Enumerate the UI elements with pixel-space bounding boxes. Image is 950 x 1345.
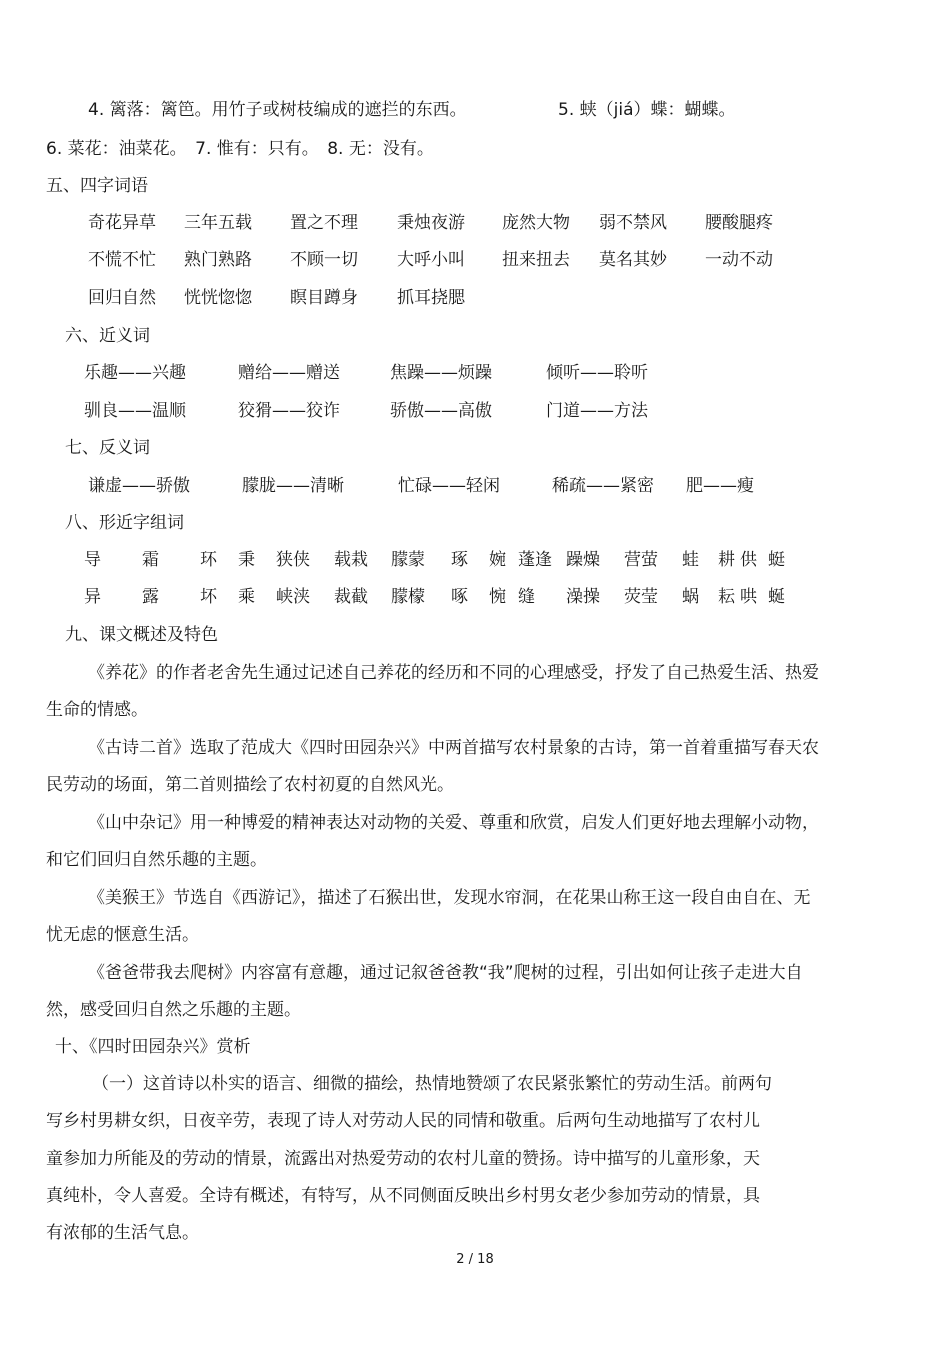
- synonym-pair: 狡猾——狡诈: [238, 401, 340, 421]
- character-item: 耘: [718, 587, 735, 607]
- character-item: 异: [84, 587, 101, 607]
- word-item: 一动不动: [705, 250, 773, 270]
- character-item: 缝: [518, 587, 535, 607]
- note-5: 5. 蛱（jiá）蝶：蝴蝶。: [558, 100, 736, 120]
- antonym-pair: 谦虚——骄傲: [88, 476, 190, 496]
- character-item: 哄: [740, 587, 757, 607]
- character-item: 坏: [200, 587, 217, 607]
- character-item: 霜: [142, 550, 159, 570]
- word-item: 置之不理: [290, 213, 358, 233]
- character-item: 荧莹: [624, 587, 658, 607]
- word-item: 三年五载: [184, 213, 252, 233]
- word-item: 弱不禁风: [599, 213, 667, 233]
- note-4: 4. 篱落：篱笆。用竹子或树枝编成的遮拦的东西。: [88, 100, 467, 120]
- character-item: 蜗: [682, 587, 699, 607]
- character-item: 婉: [489, 550, 506, 570]
- antonym-pair: 朦胧——清晰: [242, 476, 344, 496]
- section-6-heading: 六、近义词: [65, 326, 150, 346]
- synonym-pair: 骄傲——高傲: [390, 401, 492, 421]
- word-item: 瞑目蹲身: [290, 288, 358, 308]
- character-item: 露: [142, 587, 159, 607]
- synonym-pair: 驯良——温顺: [84, 401, 186, 421]
- summary-line: 生命的情感。: [46, 700, 148, 720]
- word-item: 恍恍惚惚: [184, 288, 252, 308]
- word-item: 熟门熟路: [184, 250, 252, 270]
- character-item: 惋: [489, 587, 506, 607]
- antonym-pair: 肥——瘦: [686, 476, 754, 496]
- word-item: 抓耳挠腮: [397, 288, 465, 308]
- character-item: 蜒: [768, 587, 785, 607]
- character-item: 澡操: [566, 587, 600, 607]
- appreciation-line: （一）这首诗以朴实的语言、细微的描绘，热情地赞颂了农民紧张繁忙的劳动生活。前两句: [92, 1074, 772, 1094]
- character-item: 啄: [451, 587, 468, 607]
- summary-line: 《养花》的作者老舍先生通过记述自己养花的经历和不同的心理感受，抒发了自己热爱生活、热爱: [88, 663, 819, 683]
- synonym-pair: 焦躁——烦躁: [390, 363, 492, 383]
- section-8-heading: 八、形近字组词: [65, 513, 184, 533]
- word-item: 回归自然: [88, 288, 156, 308]
- summary-line: 民劳动的场面，第二首则描绘了农村初夏的自然风光。: [46, 775, 454, 795]
- word-item: 庞然大物: [502, 213, 570, 233]
- section-9-heading: 九、课文概述及特色: [65, 625, 218, 645]
- summary-line: 和它们回归自然乐趣的主题。: [46, 850, 267, 870]
- summary-line: 忧无虑的惬意生活。: [46, 925, 199, 945]
- character-item: 蛙: [682, 550, 699, 570]
- synonym-pair: 门道——方法: [546, 401, 648, 421]
- summary-line: 《爸爸带我去爬树》内容富有意趣，通过记叙爸爸教“我”爬树的过程，引出如何让孩子走进大自: [88, 963, 803, 983]
- word-item: 不慌不忙: [88, 250, 156, 270]
- section-10-heading: 十、《四时田园杂兴》赏析: [55, 1037, 251, 1057]
- section-5-heading: 五、四字词语: [46, 176, 148, 196]
- character-item: 秉: [238, 550, 255, 570]
- antonym-pair: 忙碌——轻闲: [398, 476, 500, 496]
- summary-line: 《古诗二首》选取了范成大《四时田园杂兴》中两首描写农村景象的古诗，第一首着重描写春天农: [88, 738, 819, 758]
- page-number: 2 / 18: [456, 1252, 494, 1267]
- character-item: 乘: [238, 587, 255, 607]
- summary-line: 然，感受回归自然之乐趣的主题。: [46, 1000, 301, 1020]
- character-item: 导: [84, 550, 101, 570]
- synonym-pair: 乐趣——兴趣: [84, 363, 186, 383]
- character-item: 峡浃: [276, 587, 310, 607]
- word-item: 腰酸腿疼: [705, 213, 773, 233]
- character-item: 蜓: [768, 550, 785, 570]
- appreciation-line: 真纯朴，令人喜爱。全诗有概述，有特写，从不同侧面反映出乡村男女老少参加劳动的情景，具: [46, 1186, 760, 1206]
- character-item: 蓬逢: [518, 550, 552, 570]
- summary-line: 《美猴王》节选自《西游记》，描述了石猴出世，发现水帘洞，在花果山称王这一段自由自在、无: [88, 888, 811, 908]
- appreciation-line: 有浓郁的生活气息。: [46, 1223, 199, 1243]
- character-item: 供: [740, 550, 757, 570]
- character-item: 朦檬: [391, 587, 425, 607]
- appreciation-line: 童参加力所能及的劳动的情景，流露出对热爱劳动的农村儿童的赞扬。诗中描写的儿童形象，天: [46, 1149, 760, 1169]
- character-item: 朦蒙: [391, 550, 425, 570]
- character-item: 营萤: [624, 550, 658, 570]
- character-item: 琢: [451, 550, 468, 570]
- word-item: 莫名其妙: [599, 250, 667, 270]
- notes-6-8: 6. 菜花：油菜花。 7. 惟有：只有。 8. 无：没有。: [46, 139, 434, 159]
- character-item: 载栽: [334, 550, 368, 570]
- appreciation-line: 写乡村男耕女织，日夜辛劳，表现了诗人对劳动人民的同情和敬重。后两句生动地描写了农村儿: [46, 1111, 760, 1131]
- word-item: 不顾一切: [290, 250, 358, 270]
- word-item: 大呼小叫: [397, 250, 465, 270]
- character-item: 环: [200, 550, 217, 570]
- section-7-heading: 七、反义词: [65, 438, 150, 458]
- antonym-pair: 稀疏——紧密: [552, 476, 654, 496]
- character-item: 裁截: [334, 587, 368, 607]
- character-item: 躁燥: [566, 550, 600, 570]
- synonym-pair: 赠给——赠送: [238, 363, 340, 383]
- word-item: 秉烛夜游: [397, 213, 465, 233]
- character-item: 耕: [718, 550, 735, 570]
- character-item: 狭侠: [276, 550, 310, 570]
- synonym-pair: 倾听——聆听: [546, 363, 648, 383]
- word-item: 扭来扭去: [502, 250, 570, 270]
- word-item: 奇花异草: [88, 213, 156, 233]
- summary-line: 《山中杂记》用一种博爱的精神表达对动物的关爱、尊重和欣赏，启发人们更好地去理解小动物，: [88, 813, 819, 833]
